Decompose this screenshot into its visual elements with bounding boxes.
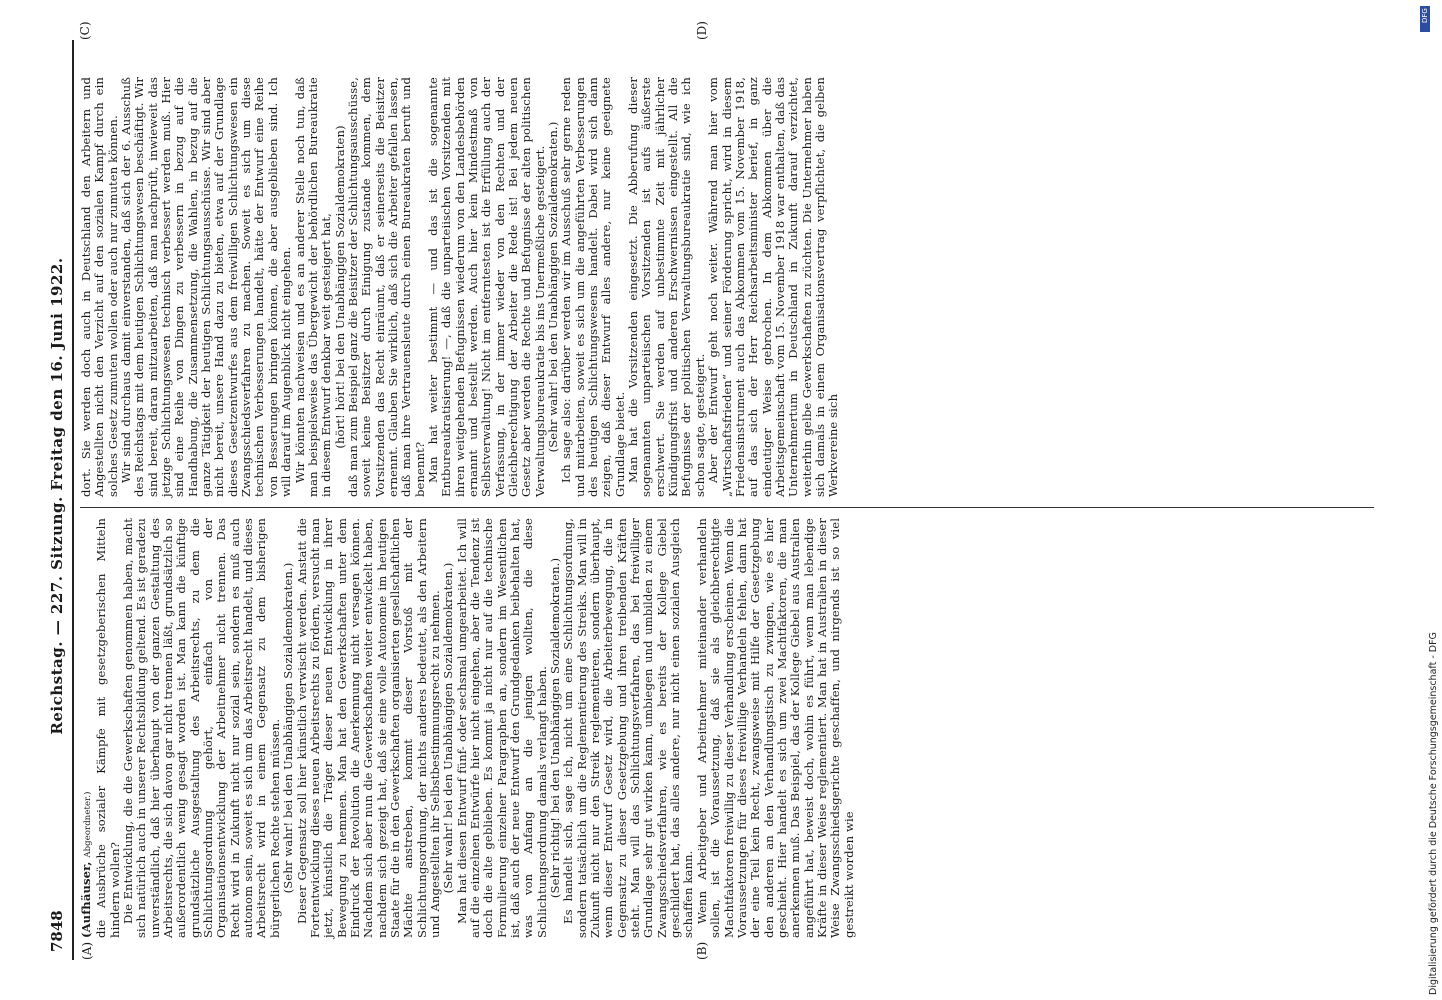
speaker-name: (Aufhäuser, bbox=[79, 861, 93, 938]
page-header bbox=[48, 40, 72, 952]
watermark-text: Digitalisierung gefördert durch die Deutsche Forschungsgemeinschaft - DFG bbox=[1428, 632, 1439, 995]
margin-mark-b: (B) bbox=[695, 941, 709, 960]
column-divider bbox=[80, 507, 1374, 508]
paragraph: Dieser Gegensatz soll hier künstlich verwischt werden. Anstatt die Fortentwicklung dieses neuen Arbeitsrechts zu fördern, versucht man jetzt, künstlich die Träger dieser neuen Entwicklung in ihrer Bewegung zu hemmen. Man hat den Gewerkschaften unter dem Eindruck der Revolution die Anerkennung nicht versagen können. Nachdem sich aber nun die Gewerkschaften weiter entwickelt haben, nachdem sich gezeigt hat, daß sie eine volle Autonomie im heutigen Staate für die in den Gewerkschaften organisierten gesellschaftlichen Mächte anstreben, kommt dieser Vorstoß mit der Schlichtungsordnung, der nichts anderes bedeutet, als den Arbeitern und Angestellten ihr Selbstbestimmungsrecht zu nehmen. bbox=[294, 518, 442, 938]
margin-mark-a: (A) bbox=[80, 941, 94, 960]
interjection: (Sehr wahr! bei den Unabhängigen Sozialdemokraten.) bbox=[281, 562, 296, 894]
dfg-logo bbox=[1420, 6, 1430, 32]
speaker-role: Abgeordneter.) bbox=[83, 791, 93, 858]
watermark-strip bbox=[1412, 5, 1439, 995]
paragraph: Man hat die Vorsitzenden eingesetzt. Die Abberufung dieser sogenannten unparteiischen Vorsitzenden ist aufs äußerste erschwert. Sie werden auf unbestimmte Zeit mit jährlicher Kündigungsfrist und anderen Erschwernissen eingestellt. All die Befugnisse der politischen Verwaltungsbureaukratie sind, wie ich schon sagte, gesteigert. bbox=[626, 77, 707, 497]
paragraph: Ich sage also: darüber werden wir im Ausschuß sehr gerne reden und mitarbeiten, soweit es sich um die angeführten Verbesserungen des heutigen Schlichtungswesens handelt. Dabei wird sich dann zeigen, daß dieser Entwurf alles andere, nur keine geeignete Grundlage bietet. bbox=[559, 77, 627, 497]
paragraph: Wenn Arbeitgeber und Arbeitnehmer miteinander verhandeln sollen, ist die Voraussetzung, daß sie als gleichberechtigte Machtfaktoren freiwillig zu dieser Verhandlung erscheinen. Wenn die Voraussetzungen für dieses freiwillige Verhandeln fehlen, dann hat der eine Teil kein Recht, zwangsweise mit Hilfe der Gesetzgebung den anderen an den Verhandlungstisch zu zwingen, wie es hier geschieht. Hier handelt es sich um zwei Machtfaktoren, die man anerkennen muß. Das Beispiel, das der Kollege Giebel aus Australien angeführt hat, beweist doch, wohin es führt, wenn man lebendige Kräfte in dieser Weise reglementiert. Man hat in Australien in dieser Weise Zwangsschiedsgerichte geschaffen, und nirgends ist so viel gestreikt worden wie bbox=[694, 518, 856, 938]
paragraph: Die Entwicklung, die die Gewerkschaften genommen haben, macht sich natürlich auch in unserer Rechtsbildung geltend. Es ist geradezu unverständlich, daß hier überhaupt von der ganzen Gestaltung des Arbeitsrechts, die sich davon gar nicht trennen läßt, grundsätzlich so außerordentlich wenig gesagt worden ist. Man kann die künftige grundsätzliche Ausgestaltung des Arbeitsrechts, zu dem die Schlichtungsordnung gehört, einfach von der Organisationsentwicklung der Arbeitnehmer nicht trennen. Das Recht wird in Zukunft nicht nur sozial sein, sondern es muß auch autonom sein, soweit es sich um das Arbeitsrecht handelt, und dieses Arbeitsrecht wird in einem Gegensatz zu dem bisherigen bürgerlichen Rechte stehen müssen. bbox=[121, 518, 282, 938]
header-rule bbox=[72, 40, 74, 960]
paragraph: Wir sind durchaus damit einverstanden, daß sich der 6. Ausschuß des Reichstags mit dem heutigen Schlichtungswesen beschäftigt. Wir sind bereit, daran mitzuarbeiten, daß man nachprüft, inwieweit das jetzige Schlichtungswesen technisch verbessert werden muß. Hier sind eine Reihe von Dingen zu verbessern in bezug auf die Handhabung, die Zusammensetzung, die Wahlen, in bezug auf die ganze Tätigkeit der heutigen Schlichtungsausschüsse. Wir sind aber nicht bereit, unsere Hand dazu zu bieten, etwa auf der Grundlage dieses Gesetzentwurfes aus dem freiwilligen Schlichtungswesen ein Zwangsschiedsverfahren zu machen. Soweit es sich um diese technischen Verbesserungen handelt, hätte der Entwurf eine Reihe von Besserungen bringen können, die aber ausgeblieben sind. Ich will darauf im Augenblick nicht eingehen. bbox=[119, 77, 294, 497]
interjection: (Sehr wahr! bei den Unabhängigen Sozialdemokraten.) bbox=[546, 121, 561, 453]
page-title: Reichstag. — 227. Sitzung. Freitag den 16. Juni 1922. bbox=[48, 257, 66, 735]
margin-mark-d: (D) bbox=[695, 21, 709, 40]
paragraph: Aber der Entwurf geht noch weiter. Während man hier vom „Wirtschaftsfrieden“ und seiner Förderung spricht, wird in diesem Friedensinstrument auch das Abkommen vom 15. November 1918, auf das sich der Herr Reichsarbeitsminister berief, in ganz eindeutiger Weise gebrochen. In dem Abkommen über die Arbeitsgemeinschaft vom 15. November 1918 war enthalten, daß das Unternehmertum in Deutschland in Zukunft darauf verzichtet, weiterhin gelbe Gewerkschaften zu züchten. Die Unternehmer haben sich damals in einem Organisationsvertrag verpflichtet, die gelben Werkvereine sich bbox=[706, 77, 841, 497]
page-number: 7848 bbox=[48, 910, 66, 952]
column-right bbox=[80, 77, 841, 497]
paragraph: Man hat diesen Entwurf fünf- oder sechsmal umgearbeitet. Ich will auf die einzelnen Entwürfe hier nicht eingehen, aber die Tendenz ist doch die alte geblieben. Es kommt ja nicht nur auf die technische Formulierung einzelner Paragraphen an, sondern im Wesentlichen ist, daß auch der neue Entwurf den Grundgedanken beibehalten hat, was von Anfang an die jenigen wollten, die diese Schlichtungsordnung damals verlangt haben. bbox=[454, 518, 549, 938]
paragraph: daß man zum Beispiel ganz die Beisitzer der Schlichtungsausschüsse, soweit keine Beisitzer durch Einigung zustande kommen, dem Vorsitzenden das Recht einräumt, daß er seinerseits die Beisitzer ernennt. Glauben Sie wirklich, daß sich die Arbeiter gefallen lassen, daß man ihre Vertrauensleute durch einen Bureaukraten beruft und benennt? bbox=[345, 77, 427, 497]
paragraph: Wir könnten nachweisen und es an anderer Stelle noch tun, daß man beispielsweise das Übergewicht der behördlichen Bureaukratie in diesem Entwurf denkbar weit gesteigert hat, bbox=[292, 77, 334, 497]
interjection: (Sehr richtig! bei den Unabhängigen Sozialdemokraten.) bbox=[548, 557, 563, 899]
speaker-line bbox=[80, 518, 95, 938]
paragraph: Man hat weiter bestimmt — und das ist die sogenannte Entbureaukratisierung! —, daß die unparteiischen Vorsitzenden mit ihren weitgehenden Befugnissen wiederum von den Landesbehörden ernannt und bestellt werden. Auch hier kein Mindestmaß von Selbstverwaltung! Nicht im entferntesten ist die Erfüllung auch der Verfassung, in der immer wieder von den Rechten und der Gleichberechtigung der Arbeiter die Rede ist! Bei jedem neuen Gesetz aber werden die Rechte und Befugnisse der alten politischen Verwaltungsbureaukratie bis ins Unermeßliche gesteigert. bbox=[425, 77, 547, 497]
interjection: (hört! hört! bei den Unabhängigen Sozialdemokraten) bbox=[332, 125, 347, 449]
margin-mark-c: (C) bbox=[78, 21, 92, 40]
interjection: (Sehr wahr! bei den Unabhängigen Sozialdemokraten.) bbox=[441, 562, 456, 894]
paragraph: Es handelt sich, sage ich, nicht um eine Schlichtungsordnung, sondern tatsächlich um die Reglementierung des Streiks. Man will in Zukunft nicht nur den Streik reglementieren, sondern überhaupt, wenn dieser Entwurf Gesetz wird, die Arbeiterbewegung, die in Gegensatz zu dieser Gesetzgebung und ihren treibenden Kräften steht. Man will das Schlichtungsverfahren, das bei freiwilliger Grundlage sehr gut wirken kann, umbiegen und umbilden zu einem Zwangsschiedsverfahren, wie es bereits der Kollege Giebel geschildert hat, das alles andere, nur nicht einen sozialen Ausgleich schaffen kann. bbox=[561, 518, 696, 938]
paragraph: dort. Sie werden doch auch in Deutschland den Arbeitern und Angestellten nicht den Verzicht auf den sozialen Kampf durch ein solches Gesetz zumuten wollen oder auch nur zumuten können. bbox=[79, 77, 120, 497]
dfg-logo-text: DFG bbox=[1421, 8, 1429, 23]
paragraph: die Ausbrüche sozialer Kämpfe mit gesetzgeberischen Mitteln hindern wollen? bbox=[94, 518, 122, 938]
column-left bbox=[80, 518, 856, 938]
